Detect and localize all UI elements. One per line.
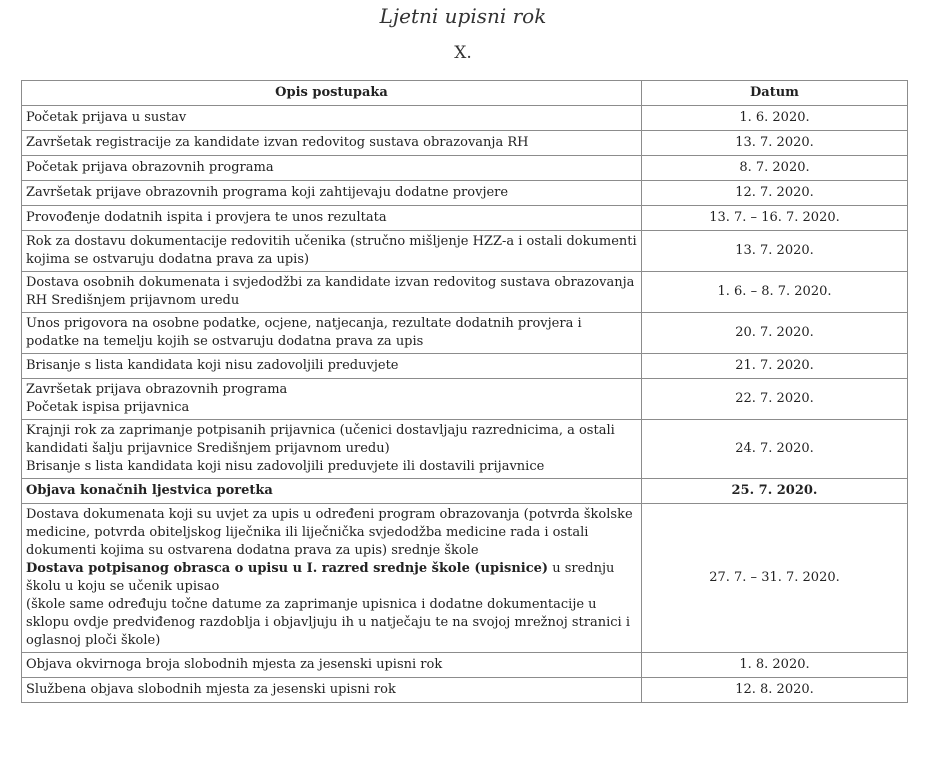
row-date: 13. 7. 2020. (642, 131, 908, 156)
row-description-bold: Dostava potpisanog obrasca o upisu u I. razred srednje škole (upisnice) (26, 561, 549, 576)
row-description: Objava konačnih ljestvica poretka (22, 479, 642, 504)
row-description (22, 379, 642, 420)
row-description (22, 420, 642, 479)
row-description (22, 504, 642, 653)
row-date: 12. 7. 2020. (642, 181, 908, 206)
row-date: 1. 6. 2020. (642, 106, 908, 131)
header-description: Opis postupaka (22, 81, 642, 106)
table-row (22, 379, 908, 420)
row-date: 1. 6. – 8. 7. 2020. (642, 272, 908, 313)
page-title: Ljetni upisni rok (379, 4, 547, 28)
row-description: Rok za dostavu dokumentacije redovitih učenika (stručno mišljenje HZZ-a i ostali dokumenti kojima se ostvaruju dodatna prava za upis) (22, 231, 642, 272)
row-date: 24. 7. 2020. (642, 420, 908, 479)
row-description: Službena objava slobodnih mjesta za jesenski upisni rok (22, 678, 642, 703)
table-row (22, 181, 908, 206)
row-description: Završetak registracije za kandidate izvan redovitog sustava obrazovanja RH (22, 131, 642, 156)
row-date: 20. 7. 2020. (642, 313, 908, 354)
table-row (22, 131, 908, 156)
row-description-rest: u srednju školu u koju se učenik upisao (26, 561, 615, 594)
table-row (22, 504, 908, 653)
row-date: 21. 7. 2020. (642, 354, 908, 379)
table-row (22, 678, 908, 703)
row-description: Početak prijava obrazovnih programa (22, 156, 642, 181)
row-date: 8. 7. 2020. (642, 156, 908, 181)
table-row (22, 231, 908, 272)
row-description: Provođenje dodatnih ispita i provjera te unos rezultata (22, 206, 642, 231)
row-description: Unos prigovora na osobne podatke, ocjene, natjecanja, rezultate dodatnih provjera i podatke na temelju kojih se ostvaruju dodatna prava za upis (22, 313, 642, 354)
row-description-part: (škole same određuju točne datume za zaprimanje upisnica i dodatne dokumentacije u sklopu ovdje predviđenog razdoblja i objavljuju ih u natječaju te na svojoj mrežnoj stranici i oglasnoj ploči škole) (26, 597, 630, 648)
table-row (22, 354, 908, 379)
row-date: 27. 7. – 31. 7. 2020. (642, 504, 908, 653)
table-row (22, 272, 908, 313)
row-description: Završetak prijave obrazovnih programa koji zahtijevaju dodatne provjere (22, 181, 642, 206)
row-date: 22. 7. 2020. (642, 379, 908, 420)
row-date: 12. 8. 2020. (642, 678, 908, 703)
row-description-line: Krajnji rok za zaprimanje potpisanih prijavnica (učenici dostavljaju razrednicima, a ostali kandidati šalju prijavnice Središnjem prijavnom uredu) (26, 423, 615, 456)
table-row (22, 106, 908, 131)
row-description-line: Završetak prijava obrazovnih programa (26, 382, 288, 397)
row-description: Objava okvirnoga broja slobodnih mjesta za jesenski upisni rok (22, 653, 642, 678)
table-row (22, 206, 908, 231)
table-row (22, 420, 908, 479)
row-description: Početak prijava u sustav (22, 106, 642, 131)
row-date: 1. 8. 2020. (642, 653, 908, 678)
table-row-highlight (22, 479, 908, 504)
table-row (22, 653, 908, 678)
row-date: 13. 7. – 16. 7. 2020. (642, 206, 908, 231)
header-date: Datum (642, 81, 908, 106)
table-header-row (22, 81, 908, 106)
row-description: Brisanje s lista kandidata koji nisu zadovoljili preduvjete (22, 354, 642, 379)
table-row (22, 156, 908, 181)
row-description-part (26, 560, 637, 596)
schedule-table (21, 80, 908, 703)
row-description: Dostava osobnih dokumenata i svjedodžbi za kandidate izvan redovitog sustava obrazovanja RH Središnjem prijavnom uredu (22, 272, 642, 313)
table-row (22, 313, 908, 354)
row-description-line: Brisanje s lista kandidata koji nisu zadovoljili preduvjete ili dostavili prijavnice (26, 459, 545, 474)
row-description-line: Početak ispisa prijavnica (26, 400, 190, 415)
page-subtitle: X. (454, 43, 472, 63)
row-description-part: Dostava dokumenata koji su uvjet za upis u određeni program obrazovanja (potvrda školske medicine, potvrda obiteljskog liječnika ili liječnička svjedodžba medicine rada i ostali dokumenti kojima su ostvarena dodatna prava za upis) srednje škole (26, 507, 633, 558)
row-date: 13. 7. 2020. (642, 231, 908, 272)
row-date: 25. 7. 2020. (642, 479, 908, 504)
